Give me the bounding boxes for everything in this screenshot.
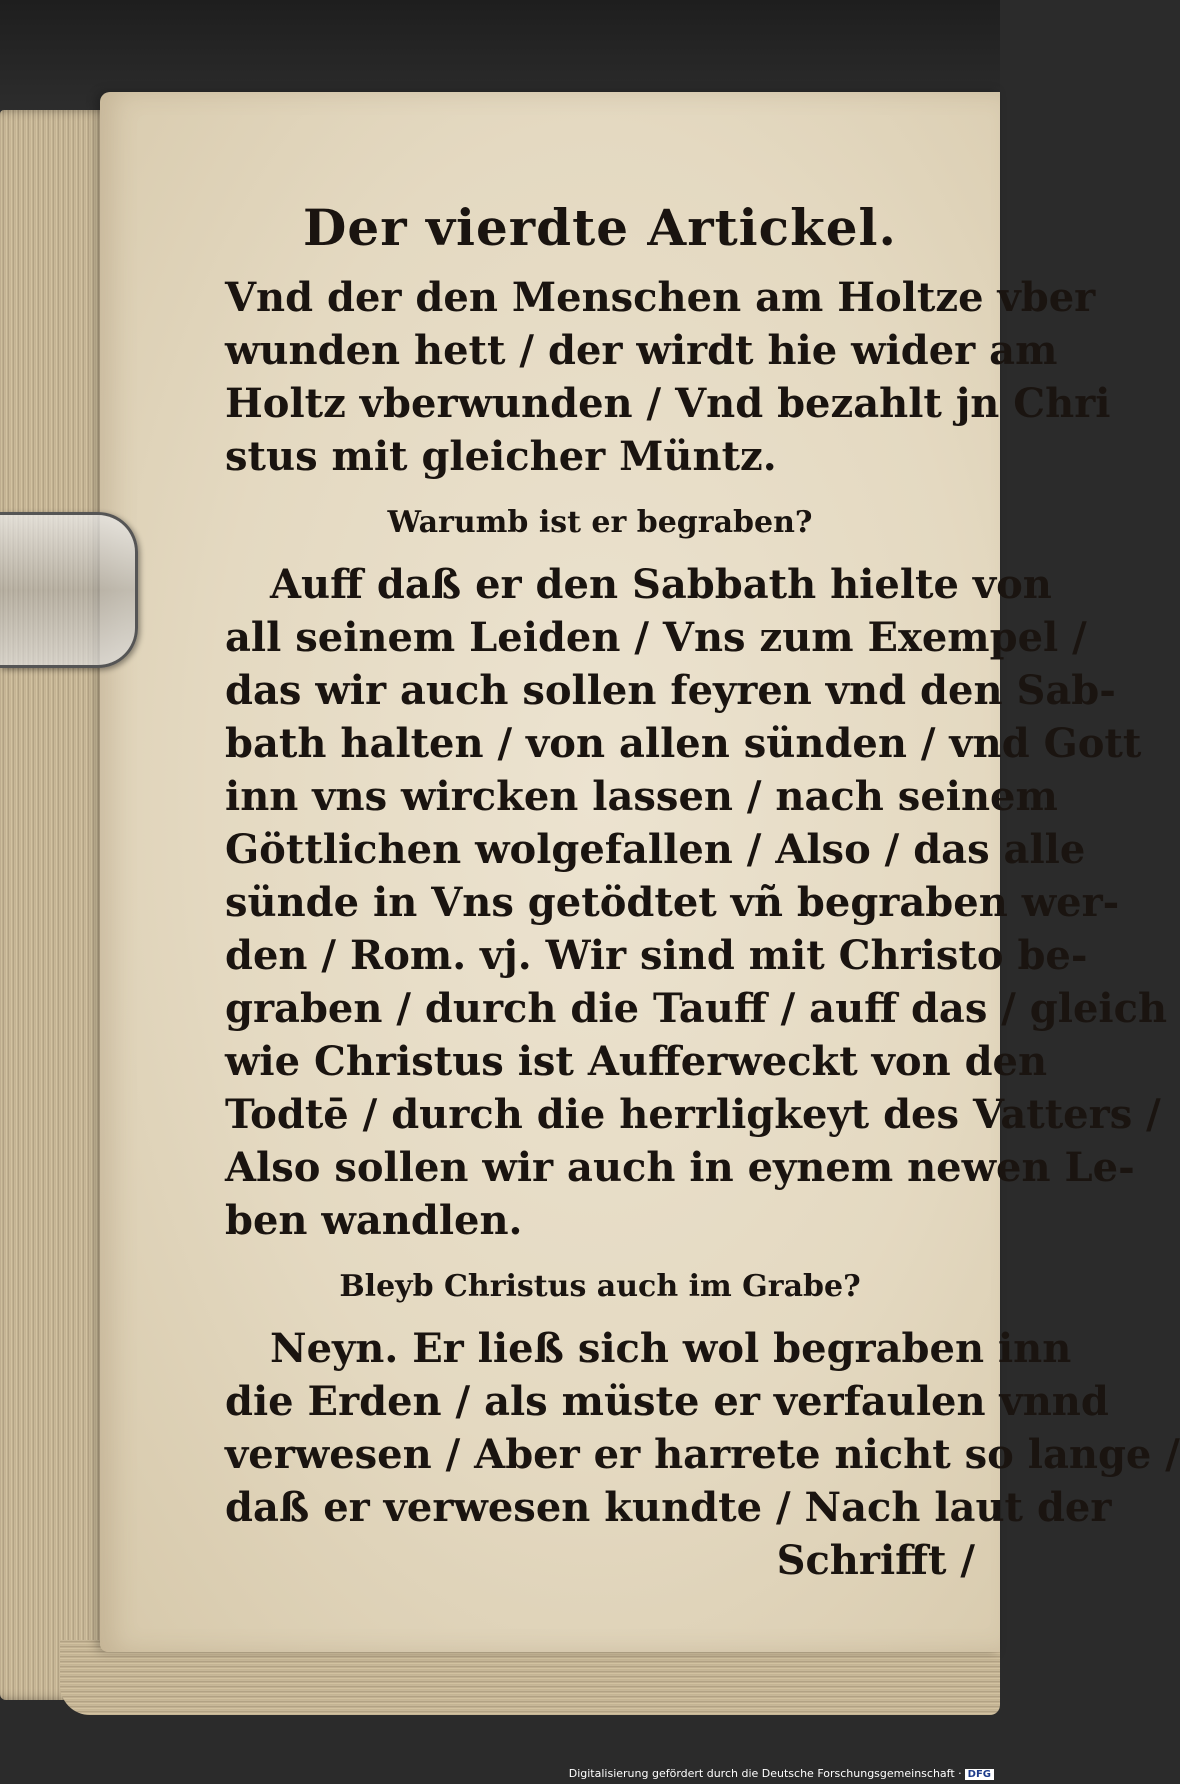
question-heading-1: Warumb ist er begraben? xyxy=(387,505,813,540)
text-line: Todtē / durch die herrligkeyt des Vatters / xyxy=(225,1091,1161,1138)
catchword: Schrifft / xyxy=(776,1537,975,1584)
text-line: Auff daß er den Sabbath hielte von xyxy=(270,561,1052,608)
text-line: Holtz vberwunden / Vnd bezahlt jn Chri xyxy=(225,380,1111,427)
paragraph-2 xyxy=(225,558,1168,1247)
text-line: bath halten / von allen sünden / vnd Gott xyxy=(225,720,1142,767)
text-line: Also sollen wir auch in eynem newen Le- xyxy=(225,1144,1135,1191)
text-line: ben wandlen. xyxy=(225,1197,523,1244)
page-text xyxy=(225,198,1180,1587)
text-line: den / Rom. vj. Wir sind mit Christo be- xyxy=(225,932,1088,979)
text-line: inn vns wircken lassen / nach seinem xyxy=(225,773,1058,820)
text-line: graben / durch die Tauff / auff das / gleich xyxy=(225,985,1168,1032)
text-line: all seinem Leiden / Vns zum Exempel / xyxy=(225,614,1087,661)
text-line: Göttlichen wolgefallen / Also / das alle xyxy=(225,826,1086,873)
text-line: Vnd der den Menschen am Holtze vber xyxy=(225,274,1096,321)
text-line: wie Christus ist Aufferweckt von den xyxy=(225,1038,1048,1085)
paragraph-1 xyxy=(225,271,1111,483)
text-line: daß er verwesen kundte / Nach laut der xyxy=(225,1484,1112,1531)
text-line: sünde in Vns getödtet vñ begraben wer- xyxy=(225,879,1120,926)
digitization-credit xyxy=(569,1767,994,1780)
question-heading-2: Bleyb Christus auch im Grabe? xyxy=(339,1269,861,1304)
dfg-logo: DFG xyxy=(965,1769,994,1780)
credit-text: Digitalisierung gefördert durch die Deutsche Forschungsgemeinschaft · xyxy=(568,1767,962,1780)
text-line: Neyn. Er ließ sich wol begraben inn xyxy=(270,1325,1072,1372)
text-line: das wir auch sollen feyren vnd den Sab- xyxy=(225,667,1116,714)
paragraph-3 xyxy=(225,1322,1180,1587)
text-line: wunden hett / der wirdt hie wider am xyxy=(225,327,1058,374)
page-holder-clip xyxy=(0,512,138,668)
text-line: stus mit gleicher Müntz. xyxy=(225,433,777,480)
text-line: verwesen / Aber er harrete nicht so lange / xyxy=(225,1431,1180,1478)
chapter-heading: Der vierdte Artickel. xyxy=(303,198,897,257)
text-line: die Erden / als müste er verfaulen vnnd xyxy=(225,1378,1109,1425)
